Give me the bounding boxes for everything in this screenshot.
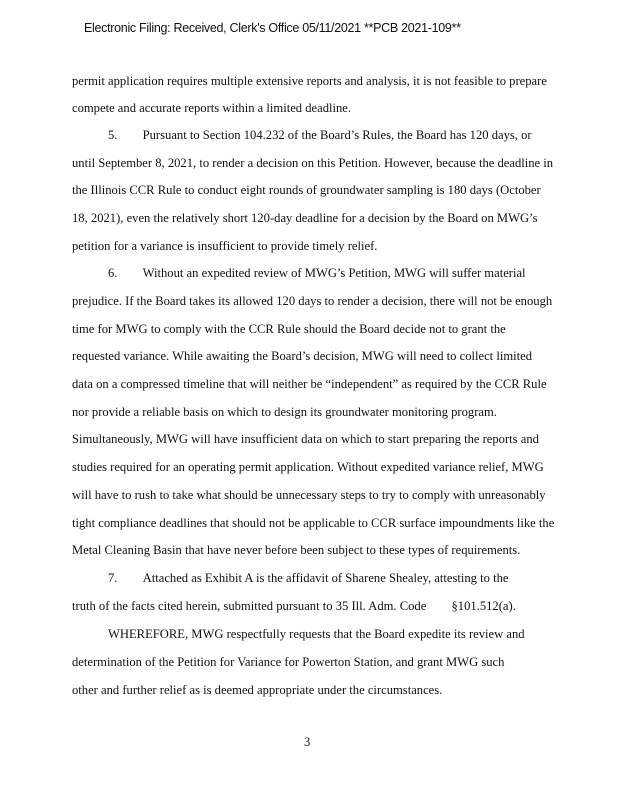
page-number: 3: [304, 735, 311, 749]
text-line: 6. Without an expedited review of MWG’s Petition, MWG will suffer material: [108, 266, 526, 280]
text-line: permit application requires multiple extensive reports and analysis, it is not feasible to prepare: [72, 74, 547, 88]
text-line: nor provide a reliable basis on which to design its groundwater monitoring program.: [72, 405, 497, 419]
text-line: prejudice. If the Board takes its allowed 120 days to render a decision, there will not be enough: [72, 294, 553, 308]
text-line: until September 8, 2021, to render a decision on this Petition. However, because the deadline in: [72, 156, 554, 170]
text-line: data on a compressed timeline that will neither be “independent” as required by the CCR Rule: [72, 377, 547, 391]
filing-header: Electronic Filing: Received, Clerk's Office 05/11/2021 **PCB 2021-109**: [84, 21, 461, 35]
text-line: 18, 2021), even the relatively short 120-day deadline for a decision by the Board on MWG’s: [72, 211, 538, 225]
text-line: compete and accurate reports within a limited deadline.: [72, 101, 352, 115]
text-line: Metal Cleaning Basin that have never before been subject to these types of requirements.: [72, 543, 521, 557]
text-line: 5. Pursuant to Section 104.232 of the Board’s Rules, the Board has 120 days, or: [108, 128, 532, 142]
text-line: other and further relief as is deemed appropriate under the circumstances.: [72, 683, 443, 697]
text-line: requested variance. While awaiting the Board’s decision, MWG will need to collect limited: [72, 349, 532, 363]
text-line: determination of the Petition for Variance for Powerton Station, and grant MWG such: [72, 655, 505, 669]
text-line: WHEREFORE, MWG respectfully requests that the Board expedite its review and: [108, 627, 525, 641]
text-line: tight compliance deadlines that should not be applicable to CCR surface impoundments like the: [72, 516, 555, 530]
text-line: Simultaneously, MWG will have insufficient data on which to start preparing the reports and: [72, 432, 539, 446]
text-line: time for MWG to comply with the CCR Rule should the Board decide not to grant the: [72, 322, 506, 336]
text-line: truth of the facts cited herein, submitted pursuant to 35 Ill. Adm. Code §101.512(a).: [72, 599, 516, 613]
text-line: petition for a variance is insufficient to provide timely relief.: [72, 239, 378, 253]
text-line: studies required for an operating permit application. Without expedited variance relief, MWG: [72, 460, 544, 474]
text-line: 7. Attached as Exhibit A is the affidavit of Sharene Shealey, attesting to the: [108, 571, 509, 585]
text-line: will have to rush to take what should be unnecessary steps to try to comply with unreasonably: [72, 488, 546, 502]
text-line: the Illinois CCR Rule to conduct eight rounds of groundwater sampling is 180 days (October: [72, 183, 541, 197]
